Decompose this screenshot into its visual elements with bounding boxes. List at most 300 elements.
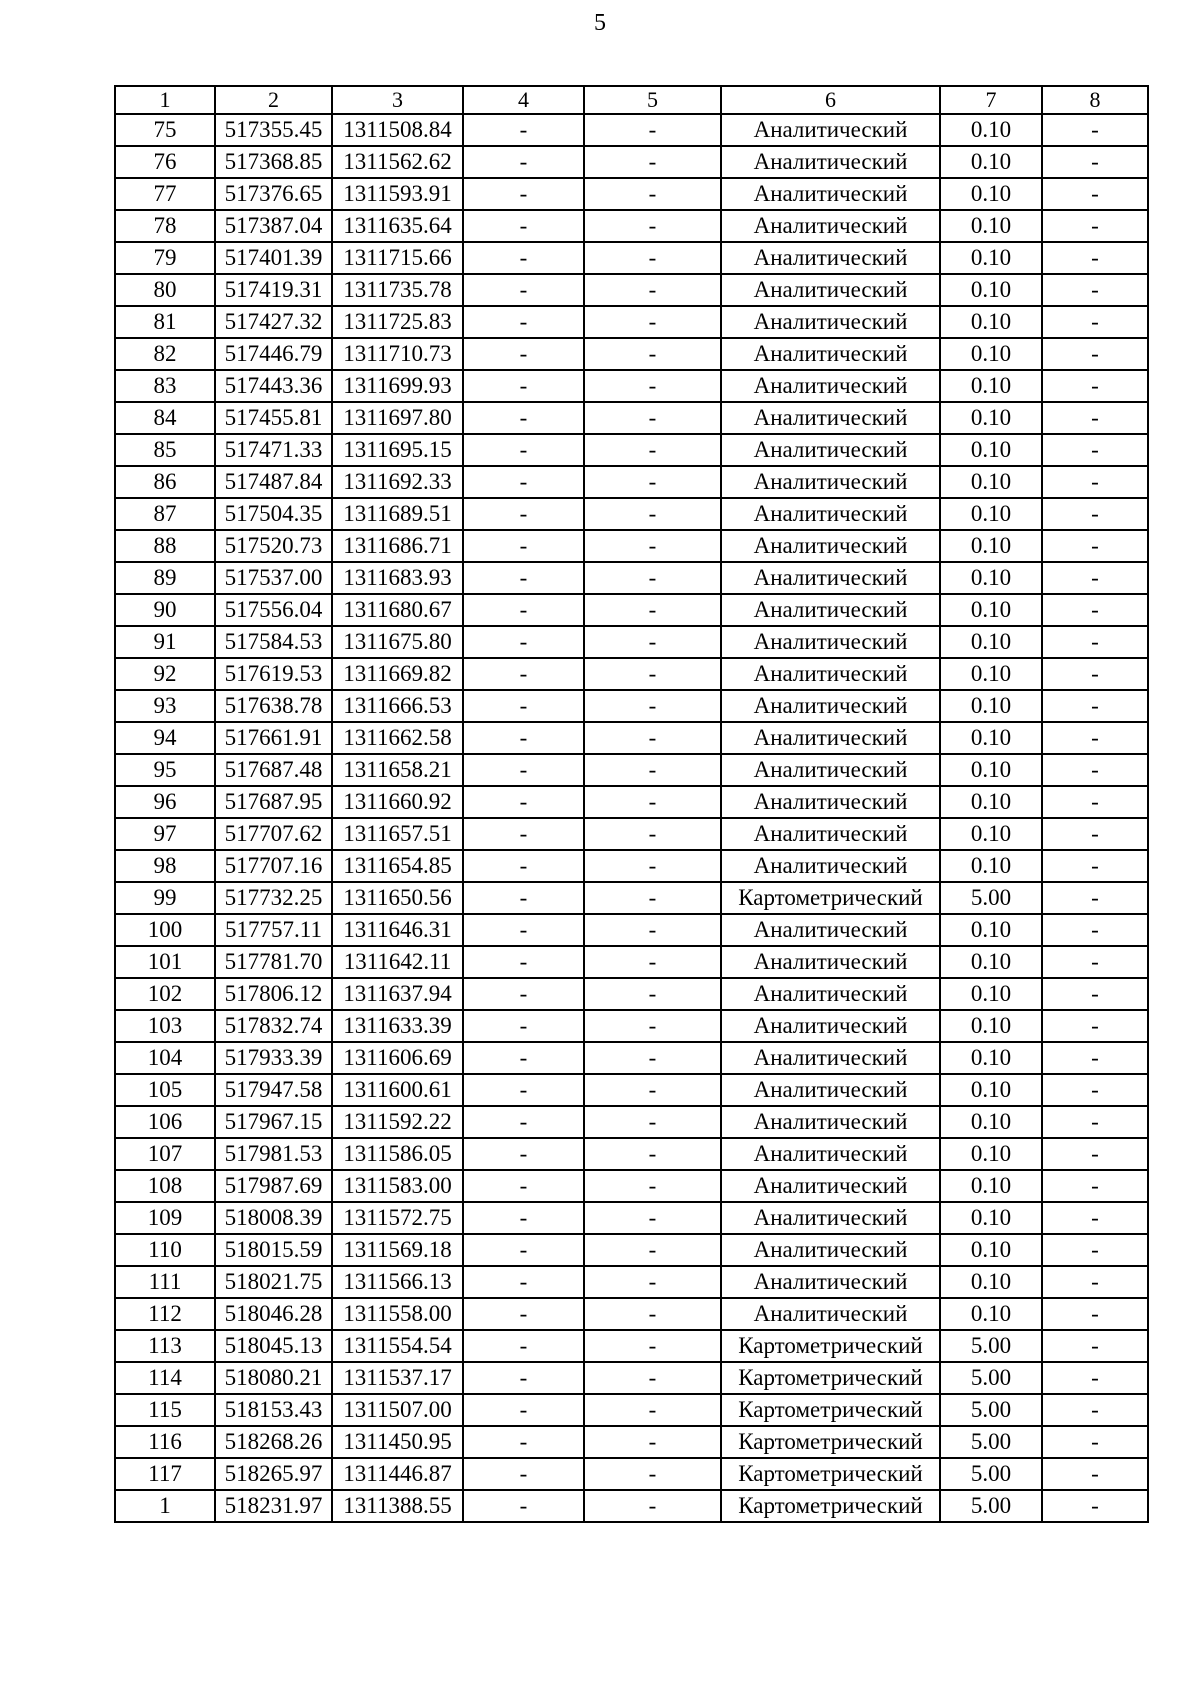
y-coordinate-cell: 1311642.11 [332,946,463,978]
table-row [115,1202,1148,1234]
col-8-value-cell: - [1042,626,1148,658]
x-coordinate-cell: 517781.70 [215,946,332,978]
table-row [115,530,1148,562]
col-8-value-cell: - [1042,306,1148,338]
y-coordinate-cell: 1311686.71 [332,530,463,562]
x-coordinate-cell: 517487.84 [215,466,332,498]
table-row [115,722,1148,754]
y-coordinate-cell: 1311558.00 [332,1298,463,1330]
col-8-value-cell: - [1042,1234,1148,1266]
y-coordinate-cell: 1311586.05 [332,1138,463,1170]
column-header-8: 8 [1042,86,1148,114]
col-5-value-cell: - [584,434,721,466]
accuracy-cell: 0.10 [940,1234,1042,1266]
method-cell: Аналитический [721,146,940,178]
header-row [115,86,1148,114]
method-cell: Аналитический [721,850,940,882]
x-coordinate-cell: 517419.31 [215,274,332,306]
table-row [115,1074,1148,1106]
accuracy-cell: 0.10 [940,946,1042,978]
accuracy-cell: 0.10 [940,594,1042,626]
col-8-value-cell: - [1042,466,1148,498]
col-8-value-cell: - [1042,690,1148,722]
method-cell: Аналитический [721,1266,940,1298]
accuracy-cell: 0.10 [940,1202,1042,1234]
col-5-value-cell: - [584,1170,721,1202]
col-5-value-cell: - [584,1330,721,1362]
accuracy-cell: 0.10 [940,306,1042,338]
point-number-cell: 110 [115,1234,215,1266]
y-coordinate-cell: 1311697.80 [332,402,463,434]
col-4-value-cell: - [463,850,584,882]
y-coordinate-cell: 1311662.58 [332,722,463,754]
x-coordinate-cell: 517520.73 [215,530,332,562]
col-5-value-cell: - [584,1426,721,1458]
method-cell: Аналитический [721,1298,940,1330]
table-row [115,178,1148,210]
table-row [115,274,1148,306]
x-coordinate-cell: 517661.91 [215,722,332,754]
x-coordinate-cell: 517687.48 [215,754,332,786]
point-number-cell: 109 [115,1202,215,1234]
y-coordinate-cell: 1311710.73 [332,338,463,370]
col-4-value-cell: - [463,338,584,370]
method-cell: Аналитический [721,562,940,594]
col-8-value-cell: - [1042,1426,1148,1458]
table-row [115,978,1148,1010]
point-number-cell: 108 [115,1170,215,1202]
col-5-value-cell: - [584,722,721,754]
col-5-value-cell: - [584,1362,721,1394]
table-body [115,114,1148,1522]
y-coordinate-cell: 1311699.93 [332,370,463,402]
col-4-value-cell: - [463,978,584,1010]
table-row [115,1362,1148,1394]
method-cell: Аналитический [721,658,940,690]
x-coordinate-cell: 518045.13 [215,1330,332,1362]
col-8-value-cell: - [1042,722,1148,754]
method-cell: Аналитический [721,1074,940,1106]
y-coordinate-cell: 1311657.51 [332,818,463,850]
point-number-cell: 96 [115,786,215,818]
accuracy-cell: 0.10 [940,146,1042,178]
page-number: 5 [594,10,606,36]
col-4-value-cell: - [463,626,584,658]
col-4-value-cell: - [463,1490,584,1522]
col-4-value-cell: - [463,594,584,626]
method-cell: Картометрический [721,1426,940,1458]
col-8-value-cell: - [1042,210,1148,242]
col-8-value-cell: - [1042,914,1148,946]
y-coordinate-cell: 1311633.39 [332,1010,463,1042]
y-coordinate-cell: 1311695.15 [332,434,463,466]
column-header-3: 3 [332,86,463,114]
x-coordinate-cell: 517427.32 [215,306,332,338]
table-row [115,1330,1148,1362]
point-number-cell: 88 [115,530,215,562]
col-5-value-cell: - [584,1298,721,1330]
point-number-cell: 84 [115,402,215,434]
method-cell: Аналитический [721,530,940,562]
accuracy-cell: 0.10 [940,626,1042,658]
point-number-cell: 116 [115,1426,215,1458]
col-4-value-cell: - [463,1010,584,1042]
accuracy-cell: 0.10 [940,850,1042,882]
col-4-value-cell: - [463,754,584,786]
table-row [115,850,1148,882]
method-cell: Аналитический [721,754,940,786]
table-row [115,1490,1148,1522]
col-5-value-cell: - [584,1202,721,1234]
x-coordinate-cell: 517933.39 [215,1042,332,1074]
x-coordinate-cell: 517455.81 [215,402,332,434]
col-4-value-cell: - [463,242,584,274]
col-8-value-cell: - [1042,978,1148,1010]
col-8-value-cell: - [1042,370,1148,402]
table-row [115,1234,1148,1266]
col-4-value-cell: - [463,210,584,242]
y-coordinate-cell: 1311583.00 [332,1170,463,1202]
accuracy-cell: 0.10 [940,1106,1042,1138]
table-row [115,658,1148,690]
y-coordinate-cell: 1311637.94 [332,978,463,1010]
x-coordinate-cell: 517967.15 [215,1106,332,1138]
y-coordinate-cell: 1311593.91 [332,178,463,210]
accuracy-cell: 5.00 [940,1490,1042,1522]
point-number-cell: 99 [115,882,215,914]
col-8-value-cell: - [1042,1266,1148,1298]
table-row [115,1426,1148,1458]
col-8-value-cell: - [1042,1138,1148,1170]
point-number-cell: 107 [115,1138,215,1170]
col-8-value-cell: - [1042,754,1148,786]
col-4-value-cell: - [463,818,584,850]
table-row [115,1298,1148,1330]
col-4-value-cell: - [463,914,584,946]
y-coordinate-cell: 1311735.78 [332,274,463,306]
x-coordinate-cell: 517687.95 [215,786,332,818]
col-8-value-cell: - [1042,402,1148,434]
col-4-value-cell: - [463,1170,584,1202]
method-cell: Аналитический [721,818,940,850]
col-4-value-cell: - [463,1426,584,1458]
x-coordinate-cell: 517732.25 [215,882,332,914]
col-5-value-cell: - [584,1458,721,1490]
table-row [115,114,1148,146]
col-4-value-cell: - [463,1074,584,1106]
col-5-value-cell: - [584,274,721,306]
accuracy-cell: 0.10 [940,914,1042,946]
col-5-value-cell: - [584,1042,721,1074]
y-coordinate-cell: 1311650.56 [332,882,463,914]
x-coordinate-cell: 518046.28 [215,1298,332,1330]
accuracy-cell: 0.10 [940,274,1042,306]
col-5-value-cell: - [584,946,721,978]
col-4-value-cell: - [463,1458,584,1490]
x-coordinate-cell: 517947.58 [215,1074,332,1106]
col-4-value-cell: - [463,274,584,306]
col-8-value-cell: - [1042,274,1148,306]
col-5-value-cell: - [584,466,721,498]
y-coordinate-cell: 1311669.82 [332,658,463,690]
y-coordinate-cell: 1311715.66 [332,242,463,274]
point-number-cell: 98 [115,850,215,882]
method-cell: Аналитический [721,1170,940,1202]
point-number-cell: 117 [115,1458,215,1490]
col-4-value-cell: - [463,466,584,498]
point-number-cell: 89 [115,562,215,594]
col-4-value-cell: - [463,690,584,722]
col-5-value-cell: - [584,1106,721,1138]
col-4-value-cell: - [463,370,584,402]
point-number-cell: 100 [115,914,215,946]
column-header-7: 7 [940,86,1042,114]
y-coordinate-cell: 1311508.84 [332,114,463,146]
table-row [115,1106,1148,1138]
x-coordinate-cell: 517368.85 [215,146,332,178]
y-coordinate-cell: 1311592.22 [332,1106,463,1138]
col-8-value-cell: - [1042,562,1148,594]
x-coordinate-cell: 517584.53 [215,626,332,658]
point-number-cell: 75 [115,114,215,146]
y-coordinate-cell: 1311450.95 [332,1426,463,1458]
col-5-value-cell: - [584,882,721,914]
x-coordinate-cell: 517471.33 [215,434,332,466]
accuracy-cell: 5.00 [940,882,1042,914]
col-5-value-cell: - [584,306,721,338]
accuracy-cell: 0.10 [940,658,1042,690]
col-4-value-cell: - [463,530,584,562]
table-row [115,626,1148,658]
point-number-cell: 113 [115,1330,215,1362]
col-5-value-cell: - [584,370,721,402]
x-coordinate-cell: 517832.74 [215,1010,332,1042]
col-4-value-cell: - [463,786,584,818]
col-8-value-cell: - [1042,338,1148,370]
col-5-value-cell: - [584,530,721,562]
y-coordinate-cell: 1311680.67 [332,594,463,626]
method-cell: Аналитический [721,306,940,338]
point-number-cell: 106 [115,1106,215,1138]
col-8-value-cell: - [1042,1490,1148,1522]
y-coordinate-cell: 1311692.33 [332,466,463,498]
point-number-cell: 82 [115,338,215,370]
point-number-cell: 95 [115,754,215,786]
col-5-value-cell: - [584,786,721,818]
col-4-value-cell: - [463,402,584,434]
x-coordinate-cell: 518080.21 [215,1362,332,1394]
y-coordinate-cell: 1311562.62 [332,146,463,178]
col-5-value-cell: - [584,402,721,434]
col-5-value-cell: - [584,850,721,882]
accuracy-cell: 5.00 [940,1426,1042,1458]
table-row [115,498,1148,530]
col-4-value-cell: - [463,882,584,914]
point-number-cell: 104 [115,1042,215,1074]
x-coordinate-cell: 518015.59 [215,1234,332,1266]
y-coordinate-cell: 1311725.83 [332,306,463,338]
accuracy-cell: 0.10 [940,722,1042,754]
col-8-value-cell: - [1042,498,1148,530]
point-number-cell: 85 [115,434,215,466]
col-8-value-cell: - [1042,114,1148,146]
x-coordinate-cell: 518268.26 [215,1426,332,1458]
col-4-value-cell: - [463,722,584,754]
col-8-value-cell: - [1042,882,1148,914]
method-cell: Аналитический [721,946,940,978]
col-5-value-cell: - [584,1010,721,1042]
col-8-value-cell: - [1042,850,1148,882]
method-cell: Картометрический [721,1362,940,1394]
col-5-value-cell: - [584,914,721,946]
method-cell: Аналитический [721,498,940,530]
method-cell: Аналитический [721,786,940,818]
col-4-value-cell: - [463,178,584,210]
col-8-value-cell: - [1042,786,1148,818]
col-5-value-cell: - [584,626,721,658]
point-number-cell: 105 [115,1074,215,1106]
point-number-cell: 76 [115,146,215,178]
y-coordinate-cell: 1311566.13 [332,1266,463,1298]
table-row [115,402,1148,434]
x-coordinate-cell: 518231.97 [215,1490,332,1522]
accuracy-cell: 5.00 [940,1458,1042,1490]
point-number-cell: 114 [115,1362,215,1394]
accuracy-cell: 0.10 [940,978,1042,1010]
table-row [115,882,1148,914]
col-8-value-cell: - [1042,530,1148,562]
accuracy-cell: 0.10 [940,818,1042,850]
y-coordinate-cell: 1311689.51 [332,498,463,530]
accuracy-cell: 0.10 [940,402,1042,434]
point-number-cell: 87 [115,498,215,530]
col-4-value-cell: - [463,1394,584,1426]
point-number-cell: 111 [115,1266,215,1298]
y-coordinate-cell: 1311646.31 [332,914,463,946]
table-row [115,1170,1148,1202]
col-5-value-cell: - [584,242,721,274]
col-5-value-cell: - [584,210,721,242]
accuracy-cell: 0.10 [940,786,1042,818]
y-coordinate-cell: 1311572.75 [332,1202,463,1234]
col-8-value-cell: - [1042,1394,1148,1426]
col-4-value-cell: - [463,1106,584,1138]
table-row [115,1010,1148,1042]
method-cell: Картометрический [721,1490,940,1522]
accuracy-cell: 0.10 [940,114,1042,146]
method-cell: Картометрический [721,1330,940,1362]
column-header-4: 4 [463,86,584,114]
accuracy-cell: 5.00 [940,1330,1042,1362]
col-4-value-cell: - [463,434,584,466]
table-row [115,594,1148,626]
col-5-value-cell: - [584,338,721,370]
col-8-value-cell: - [1042,1170,1148,1202]
method-cell: Картометрический [721,882,940,914]
point-number-cell: 92 [115,658,215,690]
col-5-value-cell: - [584,114,721,146]
accuracy-cell: 5.00 [940,1362,1042,1394]
table-row [115,1042,1148,1074]
col-8-value-cell: - [1042,658,1148,690]
col-4-value-cell: - [463,1362,584,1394]
point-number-cell: 94 [115,722,215,754]
method-cell: Аналитический [721,1106,940,1138]
table-row [115,1458,1148,1490]
table-row [115,946,1148,978]
accuracy-cell: 0.10 [940,1074,1042,1106]
col-5-value-cell: - [584,1490,721,1522]
point-number-cell: 90 [115,594,215,626]
table-row [115,434,1148,466]
table-row [115,338,1148,370]
x-coordinate-cell: 517376.65 [215,178,332,210]
y-coordinate-cell: 1311683.93 [332,562,463,594]
col-5-value-cell: - [584,658,721,690]
method-cell: Аналитический [721,338,940,370]
col-8-value-cell: - [1042,146,1148,178]
point-number-cell: 83 [115,370,215,402]
table-row [115,370,1148,402]
col-5-value-cell: - [584,1266,721,1298]
point-number-cell: 81 [115,306,215,338]
method-cell: Картометрический [721,1458,940,1490]
col-4-value-cell: - [463,1330,584,1362]
point-number-cell: 112 [115,1298,215,1330]
method-cell: Аналитический [721,1042,940,1074]
x-coordinate-cell: 517757.11 [215,914,332,946]
col-8-value-cell: - [1042,1458,1148,1490]
column-header-5: 5 [584,86,721,114]
y-coordinate-cell: 1311658.21 [332,754,463,786]
col-4-value-cell: - [463,306,584,338]
col-8-value-cell: - [1042,946,1148,978]
method-cell: Аналитический [721,722,940,754]
point-number-cell: 103 [115,1010,215,1042]
y-coordinate-cell: 1311446.87 [332,1458,463,1490]
x-coordinate-cell: 518153.43 [215,1394,332,1426]
table-row [115,562,1148,594]
point-number-cell: 91 [115,626,215,658]
x-coordinate-cell: 517806.12 [215,978,332,1010]
column-header-6: 6 [721,86,940,114]
y-coordinate-cell: 1311606.69 [332,1042,463,1074]
col-5-value-cell: - [584,178,721,210]
y-coordinate-cell: 1311666.53 [332,690,463,722]
point-number-cell: 86 [115,466,215,498]
table-row [115,146,1148,178]
col-5-value-cell: - [584,1394,721,1426]
x-coordinate-cell: 517387.04 [215,210,332,242]
x-coordinate-cell: 517707.16 [215,850,332,882]
method-cell: Аналитический [721,402,940,434]
table-row [115,210,1148,242]
accuracy-cell: 0.10 [940,1010,1042,1042]
col-4-value-cell: - [463,562,584,594]
col-5-value-cell: - [584,594,721,626]
table-row [115,1394,1148,1426]
accuracy-cell: 0.10 [940,1266,1042,1298]
col-4-value-cell: - [463,146,584,178]
x-coordinate-cell: 517537.00 [215,562,332,594]
col-5-value-cell: - [584,754,721,786]
col-5-value-cell: - [584,978,721,1010]
col-8-value-cell: - [1042,1106,1148,1138]
point-number-cell: 79 [115,242,215,274]
col-8-value-cell: - [1042,1330,1148,1362]
accuracy-cell: 0.10 [940,690,1042,722]
point-number-cell: 102 [115,978,215,1010]
